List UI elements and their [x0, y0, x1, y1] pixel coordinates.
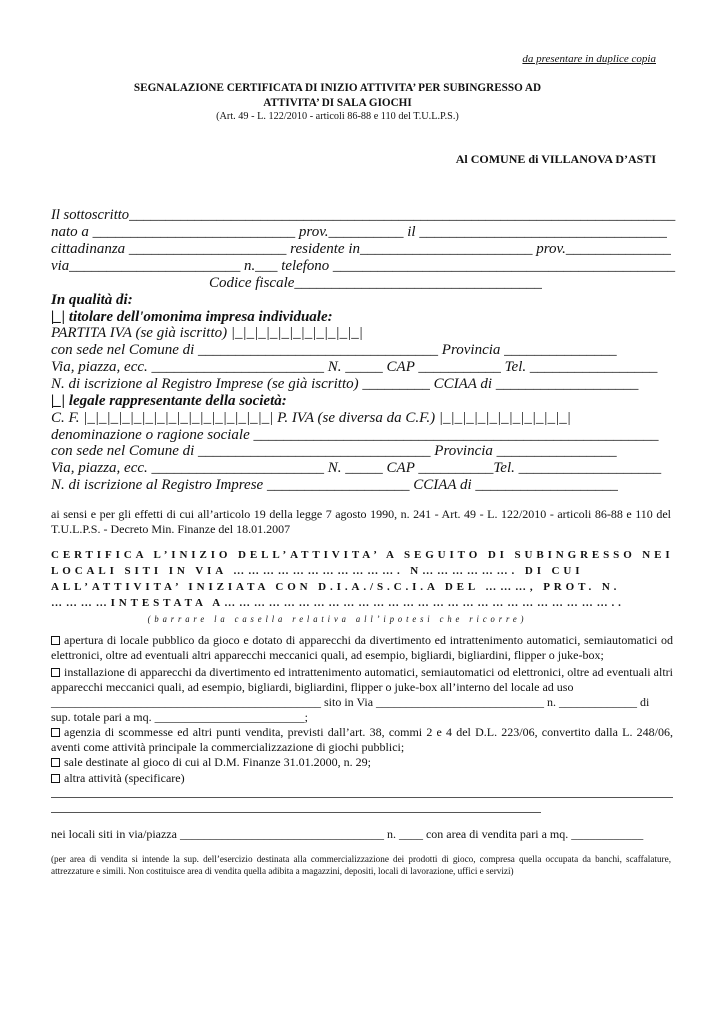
option-titolare[interactable]: |_| titolare dell'omonima impresa individuale: — [51, 309, 333, 325]
field-ragione-sociale[interactable]: denominazione o ragione sociale ______________________________________________________ — [51, 427, 659, 443]
certifica-line-4: …………INTESTATA A…………………………………………………………………….. — [51, 597, 625, 609]
field-indirizzo[interactable]: Via, piazza, ecc. _______________________ N. _____ CAP ___________ Tel. _________________ — [51, 359, 658, 375]
certifica-line-2: LOCALI SITI IN VIA ……………………………. N………………. DI CUI — [51, 565, 584, 577]
checkbox-agenzia[interactable] — [51, 728, 60, 737]
field-sede-comune[interactable]: con sede nel Comune di ________________________________ Provincia _______________ — [51, 342, 617, 358]
altra-attivita-line-1[interactable] — [51, 797, 673, 798]
title-line-2: ATTIVITA’ DI SALA GIOCHI — [263, 95, 412, 109]
field-via[interactable]: via_______________________ n.___ telefono ______________________________________________ — [51, 258, 676, 274]
field-partita-iva[interactable]: PARTITA IVA (se già iscritto) |_|_|_|_|_|_|_|_|_|_|_| — [51, 325, 363, 341]
checkbox-altra-attivita[interactable] — [51, 774, 60, 783]
field-registro-imprese[interactable]: N. di iscrizione al Registro Imprese (se già iscritto) _________ CCIAA di ___________________ — [51, 376, 639, 392]
area-vendita-note: (per area di vendita si intende la sup. dell’esercizio destinata alla commercializzazione dei prodotti di gioco, compresa quella occupata da banchi, scaffalature, attrezzature e simili. Non costituisce area di vendita quella adibita a magazzini, depositi, locali di lavorazione, uffici e servizi) — [51, 854, 671, 876]
altra-attivita-line-2[interactable] — [51, 812, 541, 813]
option-altra-attivita: altra attività (specificare) — [51, 771, 673, 786]
field-nato-a[interactable]: nato a ___________________________ prov.__________ il _________________________________ — [51, 224, 667, 240]
recipient: Al COMUNE di VILLANOVA D’ASTI — [455, 152, 656, 166]
field-superficie[interactable]: sup. totale pari a mq. _________________________; — [51, 710, 308, 724]
checkbox-installazione[interactable] — [51, 668, 60, 677]
option-agenzia: agenzia di scommesse ed altri punti vendita, previsti dall’art. 38, commi 2 e 4 del D.L. 223/06, convertito dalla L. 248/06, aventi come attività principale la commercializzazione di giochi pubblici; — [51, 725, 673, 755]
field-uso-sito-via[interactable]: _____________________________________________ sito in Via ____________________________ n. _____________ di — [51, 695, 650, 709]
checkbox-apertura[interactable] — [51, 636, 60, 645]
field-codice-fiscale[interactable]: Codice fiscale_________________________________ — [209, 275, 542, 291]
copy-note: da presentare in duplice copia — [522, 53, 656, 65]
field-cf-piva[interactable]: C. F. |_|_|_|_|_|_|_|_|_|_|_|_|_|_|_|_| P. IVA (se diversa da C.F.) |_|_|_|_|_|_|_|_|_|_|_| — [51, 410, 571, 426]
subtitle: (Art. 49 - L. 122/2010 - articoli 86-88 e 110 del T.U.L.P.S.) — [216, 110, 459, 122]
field-societa-registro[interactable]: N. di iscrizione al Registro Imprese ___________________ CCIAA di ___________________ — [51, 477, 618, 493]
checkbox-note: (barrare la casella relativa all’ipotesi che ricorre) — [147, 614, 528, 624]
field-sottoscritto[interactable]: Il sottoscritto___________________________________________________________________________ — [51, 207, 676, 223]
option-legale-rappresentante[interactable]: |_| legale rappresentante della società: — [51, 393, 287, 409]
field-cittadinanza[interactable]: cittadinanza _____________________ residente in_______________________ prov.______________ — [51, 241, 671, 257]
legal-reference: ai sensi e per gli effetti di cui all’articolo 19 della legge 7 agosto 1990, n. 241 - Art. 49 - L. 122/2010 - articoli 86-88 e 110 del T.U.L.P.S. - Decreto Min. Finanze del 18.01.2007 — [51, 507, 671, 536]
field-societa-indirizzo[interactable]: Via, piazza, ecc. _______________________ N. _____ CAP __________Tel. ___________________ — [51, 460, 662, 476]
option-installazione: installazione di apparecchi da divertimento ed intrattenimento automatici, semiautomatici od elettronici, oltre ad eventuali altri apparecchi meccanici quali, ad esempio, bigliardi, bigliardini, flipper o juke-box all’interno del locale ad uso — [51, 665, 673, 695]
option-apertura: apertura di locale pubblico da gioco e dotato di apparecchi da divertimento ed intrattenimento automatici, semiautomatici od elettronici, oltre ad eventuali altri apparecchi meccanici quali, ad esempio, bigliardi, bigliardini, flipper o juke-box; — [51, 633, 673, 663]
field-societa-sede[interactable]: con sede nel Comune di _______________________________ Provincia ________________ — [51, 443, 617, 459]
certifica-line-1: CERTIFICA L’INIZIO DELL’ATTIVITA’ A SEGUITO DI SUBINGRESSO NEI — [51, 549, 674, 561]
certifica-line-3: ALL’ATTIVITA’ INIZIATA CON D.I.A./S.C.I.A DEL ………, PROT. N. — [51, 581, 621, 593]
option-sale-gioco: sale destinate al gioco di cui al D.M. Finanze 31.01.2000, n. 29; — [51, 755, 673, 770]
quality-heading: In qualità di: — [51, 292, 133, 308]
field-locali-siti[interactable]: nei locali siti in via/piazza __________________________________ n. ____ con area di vendita pari a mq. ____________ — [51, 827, 644, 841]
checkbox-sale-gioco[interactable] — [51, 758, 60, 767]
title-line-1: SEGNALAZIONE CERTIFICATA DI INIZIO ATTIVITA’ PER SUBINGRESSO AD — [133, 80, 542, 94]
